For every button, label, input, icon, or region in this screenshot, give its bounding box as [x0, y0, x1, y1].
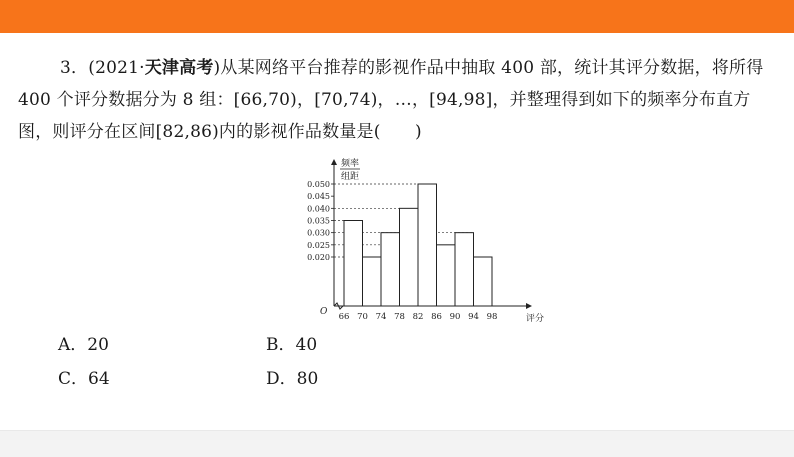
- option-a[interactable]: A．20: [58, 335, 109, 355]
- x-tick-label: 86: [431, 312, 442, 322]
- histogram-chart: [294, 157, 544, 325]
- x-tick-label: 78: [394, 312, 405, 322]
- y-tick-label: 0.030: [307, 228, 330, 238]
- histogram-bar: [344, 221, 363, 307]
- option-d-letter: D: [266, 369, 280, 389]
- x-tick-label: 82: [412, 312, 424, 322]
- histogram-bar: [455, 233, 474, 306]
- x-tick-label: 94: [468, 312, 479, 322]
- x-axis-arrow: [526, 303, 532, 309]
- histogram-bar: [474, 257, 493, 306]
- question-prefix: ．(2021·: [71, 58, 145, 78]
- histogram-bar: [437, 245, 456, 306]
- option-d[interactable]: D．80: [266, 369, 319, 389]
- y-tick-label: 0.025: [307, 240, 330, 250]
- option-a-value: 20: [87, 335, 109, 355]
- question-number: 3: [60, 58, 72, 78]
- option-d-value: 80: [296, 369, 319, 389]
- question-text: [18, 52, 780, 148]
- y-tick-label: 0.045: [307, 192, 330, 202]
- y-axis-arrow: [331, 159, 337, 165]
- y-label-denominator: 组距: [341, 172, 360, 182]
- y-tick-label: 0.040: [307, 204, 330, 214]
- origin-label: O: [320, 307, 328, 317]
- x-tick-label: 70: [357, 312, 368, 322]
- bottom-bar: [0, 431, 794, 457]
- histogram-bar: [363, 257, 382, 306]
- histogram-bar: [400, 208, 419, 306]
- x-axis-label: 评分: [526, 314, 544, 324]
- x-tick-label: 98: [486, 312, 498, 322]
- top-accent-bar: [0, 0, 794, 33]
- option-b-value: 40: [295, 335, 318, 355]
- option-c-value: 64: [88, 369, 110, 389]
- option-c-letter: C: [58, 369, 72, 389]
- option-a-letter: A: [58, 335, 71, 355]
- histogram-bar: [418, 184, 437, 306]
- option-b-letter: B: [266, 335, 279, 355]
- question-body: )从某网络平台推荐的影视作品中抽取 400 部，统计其评分数据，将所得 400 个评分数据分为 8 组：[66,70)，[70,74)，…，[94,98]，并整理得到如下的频率分布直方图，则评分在区间[82,86)内的影视作品数量是( ): [18, 58, 764, 142]
- option-c[interactable]: C．64: [58, 369, 110, 389]
- y-tick-label: 0.050: [307, 180, 330, 189]
- y-tick-label: 0.020: [307, 253, 330, 262]
- y-label-numerator: 频率: [341, 159, 360, 169]
- question-source: 天津高考: [144, 58, 214, 78]
- y-tick-label: 0.035: [307, 216, 330, 226]
- x-tick-label: 66: [338, 312, 350, 322]
- histogram-bar: [381, 233, 400, 306]
- option-b[interactable]: B．40: [266, 335, 318, 355]
- x-tick-label: 90: [449, 312, 461, 322]
- x-tick-label: 74: [375, 312, 387, 322]
